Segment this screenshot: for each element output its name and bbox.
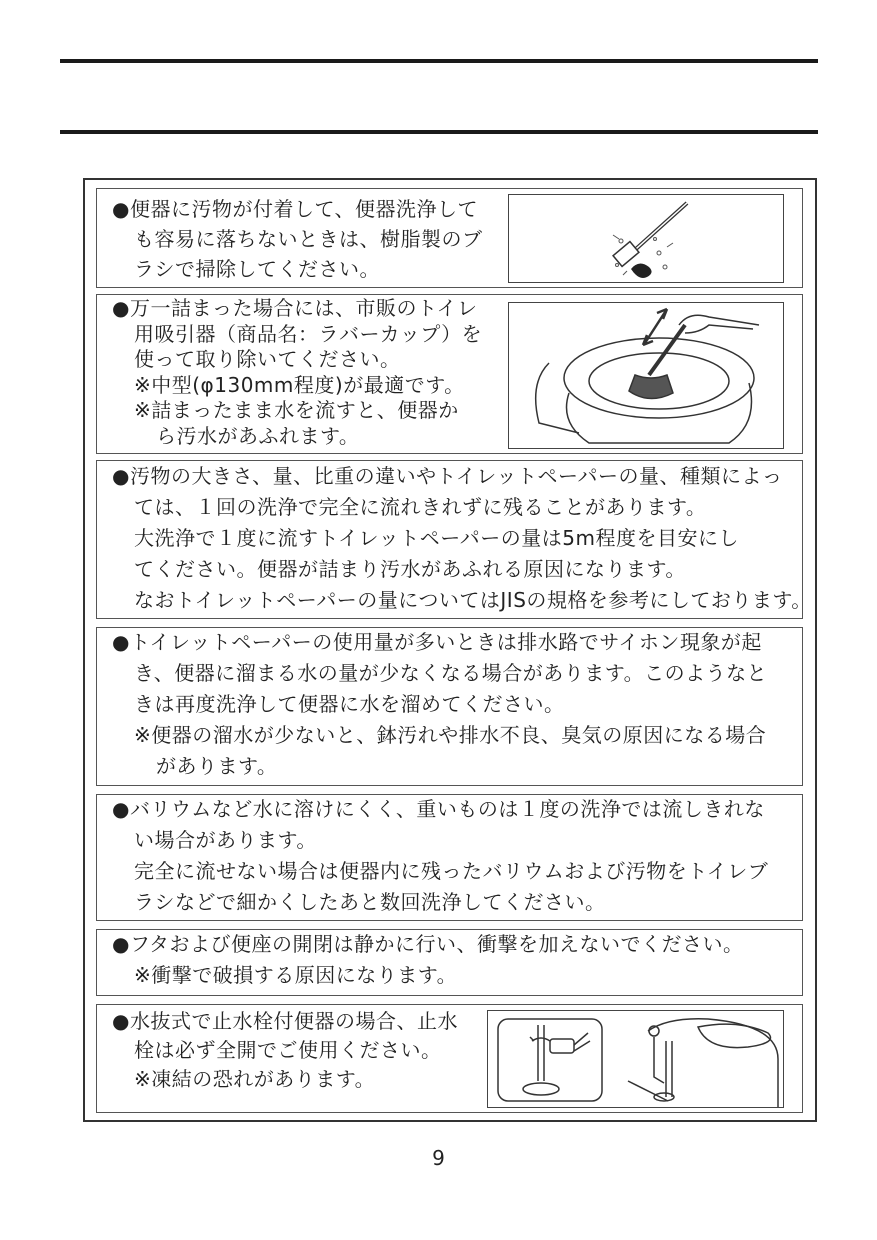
section-3-line: てください。便器が詰まり汚水があふれる原因になります。 [134, 557, 686, 581]
section-3-line: ては、１回の洗浄で完全に流れきれずに残ることがあります。 [134, 495, 707, 519]
section-7-text [112, 1007, 458, 1094]
section-4-line: き、便器に溜まる水の量が少なくなる場合があります。このようなと [134, 661, 768, 685]
section-3-line: ●汚物の大きさ、量、比重の違いやトイレットペーパーの量、種類によっ [112, 464, 783, 488]
section-6-line: ※衝撃で破損する原因になります。 [134, 963, 458, 987]
section-2-line: 使って取り除いてください。 [134, 347, 401, 371]
section-5-line: い場合があります。 [134, 828, 317, 852]
section-1-line: ●便器に汚物が付着して、便器洗浄して [112, 197, 479, 221]
section-4-text [112, 627, 767, 782]
section-1-text [112, 194, 483, 284]
section-2-line: ※詰まったまま水を流すと、便器か [134, 398, 459, 422]
section-6-line: ●フタおよび便座の開閉は静かに行い、衝撃を加えないでください。 [112, 932, 744, 956]
section-2-text [112, 296, 482, 449]
stop-valve-illustration [487, 1010, 784, 1108]
section-3-line: 大洗浄で１度に流すトイレットペーパーの量は5m程度を目安にし [134, 526, 740, 550]
header-rule-top [60, 59, 818, 63]
section-4-line: ※便器の溜水が少ないと、鉢汚れや排水不良、臭気の原因になる場合 [134, 723, 767, 747]
section-5-line: ●バリウムなど水に溶けにくく、重いものは１度の洗浄では流しきれな [112, 797, 765, 821]
section-6-text [112, 929, 744, 991]
brush-illustration [508, 194, 784, 283]
header-rule-bottom [60, 130, 818, 134]
brush-icon [509, 195, 783, 282]
section-3-text [112, 461, 812, 616]
section-5-line: ラシなどで細かくしたあと数回洗浄してください。 [134, 890, 606, 914]
section-4-line: ●トイレットペーパーの使用量が多いときは排水路でサイホン現象が起 [112, 630, 762, 654]
section-4-line: があります。 [156, 754, 278, 778]
section-2-line: ※中型(φ130mm程度)が最適です。 [134, 372, 465, 397]
plunger-illustration [508, 302, 784, 449]
section-3-line: なおトイレットペーパーの量についてはJISの規格を参考にしております。 [134, 588, 812, 612]
section-7-line: ※凍結の恐れがあります。 [134, 1067, 376, 1091]
section-7-line: 栓は必ず全開でご使用ください。 [134, 1038, 442, 1062]
section-1-line: ラシで掃除してください。 [134, 257, 380, 281]
section-5-text [112, 794, 768, 918]
section-1-line: も容易に落ちないときは、樹脂製のブ [134, 227, 483, 251]
section-5-line: 完全に流せない場合は便器内に残ったバリウムおよび汚物をトイレブ [134, 859, 769, 883]
plunger-icon [509, 303, 783, 448]
section-2-line: ら汚水があふれます。 [156, 423, 360, 448]
section-2-line: ●万一詰まった場合には、市販のトイレ [112, 296, 478, 320]
page-number: 9 [432, 1146, 445, 1170]
stop-valve-icon [488, 1011, 783, 1107]
section-7-line: ●水抜式で止水栓付便器の場合、止水 [112, 1009, 458, 1033]
section-4-line: きは再度洗浄して便器に水を溜めてください。 [134, 692, 565, 716]
section-2-line: 用吸引器（商品名：ラバーカップ）を [134, 321, 483, 346]
